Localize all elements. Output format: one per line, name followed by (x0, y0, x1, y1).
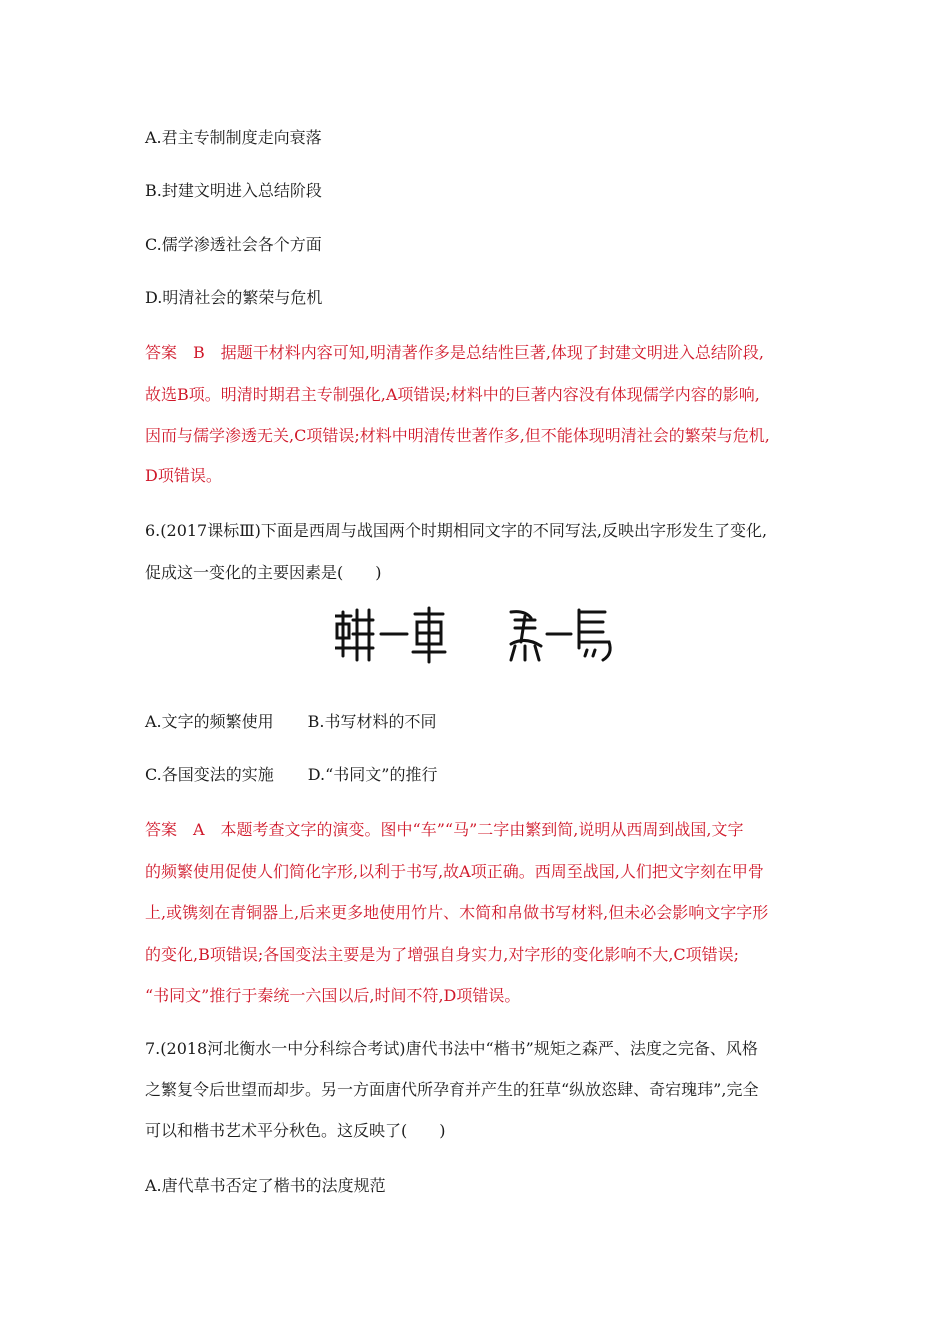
q5-option-d: D.明清社会的繁荣与危机 (145, 288, 323, 307)
q5-answer-line-3: 因而与儒学渗透无关,C项错误;材料中明清传世著作多,但不能体现明清社会的繁荣与危机, (145, 426, 770, 445)
q5-answer-line-2: 故选B项。明清时期君主专制强化,A项错误;材料中的巨著内容没有体现儒学内容的影响, (145, 385, 760, 404)
q5-option-c: C.儒学渗透社会各个方面 (145, 235, 322, 254)
q6-option-b: B.书写材料的不同 (307, 712, 437, 731)
warring-states-ma-glyph (579, 610, 610, 660)
q6-answer-line-1: 答案 A 本题考查文字的演变。图中“车”“马”二字由繁到简,说明从西周到战国,文字 (145, 820, 744, 839)
q5-option-b: B.封建文明进入总结阶段 (145, 181, 322, 200)
q6-option-c: C.各国变法的实施 (145, 765, 274, 784)
q6-answer-line-3: 上,或镌刻在青铜器上,后来更多地使用竹片、木简和帛做书写材料,但未必会影响文字字形 (145, 903, 769, 922)
q6-options-row-1 (145, 711, 437, 733)
q6-answer-line-2: 的频繁使用促使人们简化字形,以利于书写,故A项正确。西周至战国,人们把文字刻在甲骨 (145, 862, 764, 881)
q5-answer-line-4: D项错误。 (145, 466, 222, 485)
q7-option-a: A.唐代草书否定了楷书的法度规范 (145, 1176, 386, 1195)
zhou-ma-glyph (511, 612, 541, 660)
q7-stem-line-1: 7.(2018河北衡水一中分科综合考试)唐代书法中“楷书”规矩之森严、法度之完备、风格 (145, 1039, 758, 1058)
zhou-che-glyph (335, 610, 373, 660)
warring-states-che-glyph (413, 608, 445, 662)
q7-stem-line-2: 之繁复令后世望而却步。另一方面唐代所孕育并产生的狂草“纵放恣肆、奇宕瑰玮”,完全 (145, 1080, 759, 1099)
q7-stem-line-3: 可以和楷书艺术平分秋色。这反映了( ) (145, 1121, 446, 1140)
q6-stem-line-2: 促成这一变化的主要因素是( ) (145, 563, 382, 582)
q5-option-a: A.君主专制制度走向衰落 (145, 128, 322, 147)
q6-option-a: A.文字的频繁使用 (145, 712, 274, 731)
q6-option-d: D.“书同文”的推行 (307, 765, 438, 784)
q5-answer-line-1: 答案 B 据题干材料内容可知,明清著作多是总结性巨著,体现了封建文明进入总结阶段, (145, 343, 765, 362)
ancient-characters-figure (335, 606, 615, 664)
q6-options-row-2 (145, 764, 437, 786)
q6-stem-line-1: 6.(2017课标Ⅲ)下面是西周与战国两个时期相同文字的不同写法,反映出字形发生了变化, (145, 521, 768, 540)
q6-answer-line-4: 的变化,B项错误;各国变法主要是为了增强自身实力,对字形的变化影响不大,C项错误; (145, 945, 740, 964)
q6-answer-line-5: “书同文”推行于秦统一六国以后,时间不符,D项错误。 (145, 986, 521, 1005)
